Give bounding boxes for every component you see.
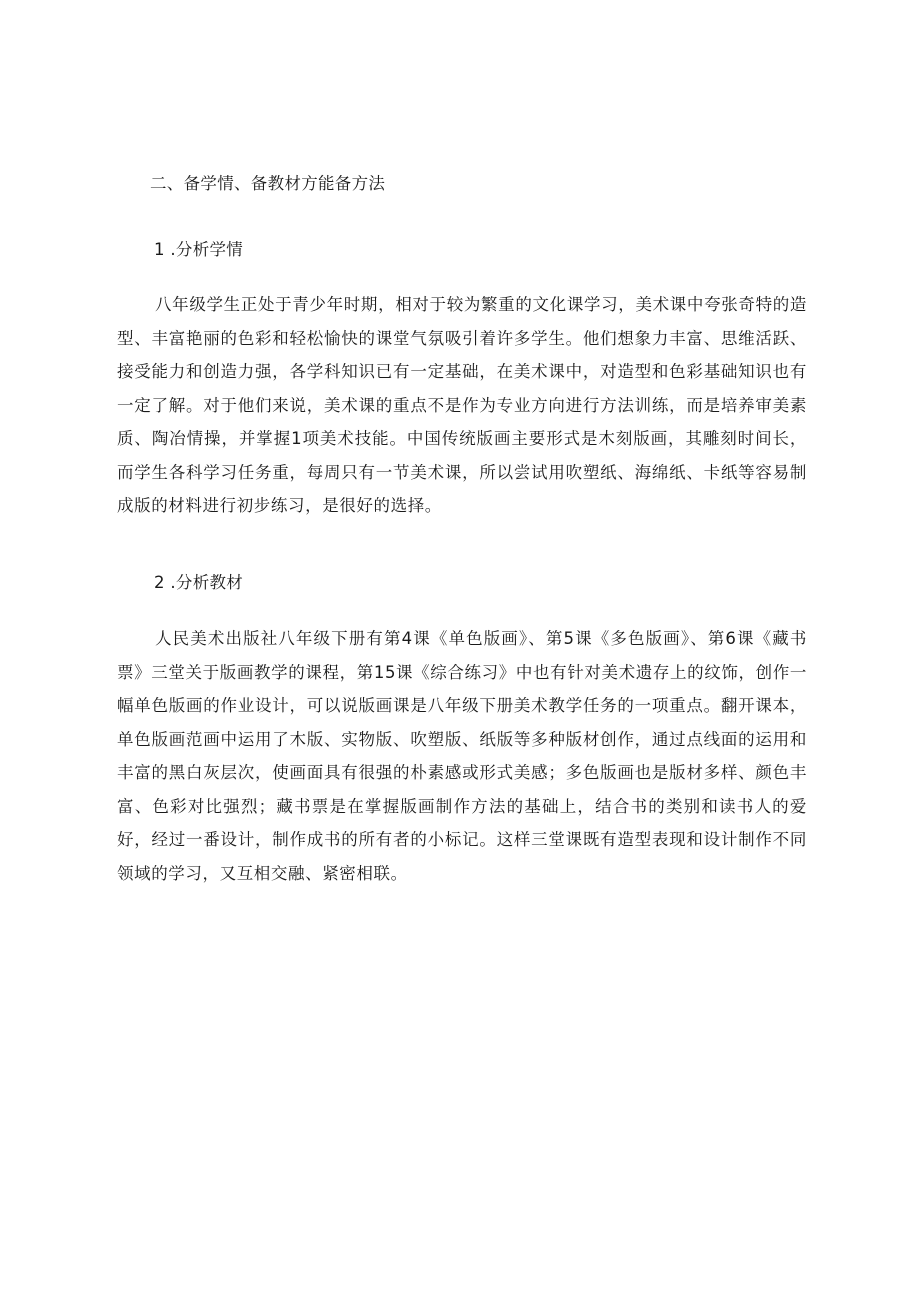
- section-heading: 二、备学情、备教材方能备方法: [150, 174, 386, 193]
- subsection-heading-textbook-analysis: 2 .分析教材: [154, 573, 244, 592]
- paragraph-learner-analysis: 八年级学生正处于青少年时期，相对于较为繁重的文化课学习，美术课中夸张奇特的造型、丰富艳丽的色彩和轻松愉快的课堂气氛吸引着许多学生。他们想象力丰富、思维活跃、接受能力和创造力强，各学科知识已有一定基础，在美术课中，对造型和色彩基础知识也有一定了解。对于他们来说，美术课的重点不是作为专业方向进行方法训练，而是培养审美素质、陶冶情操，并掌握1项美术技能。中国传统版画主要形式是木刻版画，其雕刻时间长，而学生各科学习任务重，每周只有一节美术课，所以尝试用吹塑纸、海绵纸、卡纸等容易制成版的材料进行初步练习，是很好的选择。: [117, 295, 807, 515]
- subsection-heading-learner-analysis: 1 .分析学情: [154, 240, 244, 259]
- paragraph-textbook-analysis: 人民美术出版社八年级下册有第4课《单色版画》、第5课《多色版画》、第6课《藏书票》三堂关于版画教学的课程，第15课《综合练习》中也有针对美术遗存上的纹饰，创作一幅单色版画的作业设计，可以说版画课是八年级下册美术教学任务的一项重点。翻开课本，单色版画范画中运用了木版、实物版、吹塑版、纸版等多种版材创作，通过点线面的运用和丰富的黑白灰层次，使画面具有很强的朴素感或形式美感；多色版画也是版材多样、颜色丰富、色彩对比强烈；藏书票是在掌握版画制作方法的基础上，结合书的类别和读书人的爱好，经过一番设计，制作成书的所有者的小标记。这样三堂课既有造型表现和设计制作不同领域的学习，又互相交融、紧密相联。: [117, 629, 807, 883]
